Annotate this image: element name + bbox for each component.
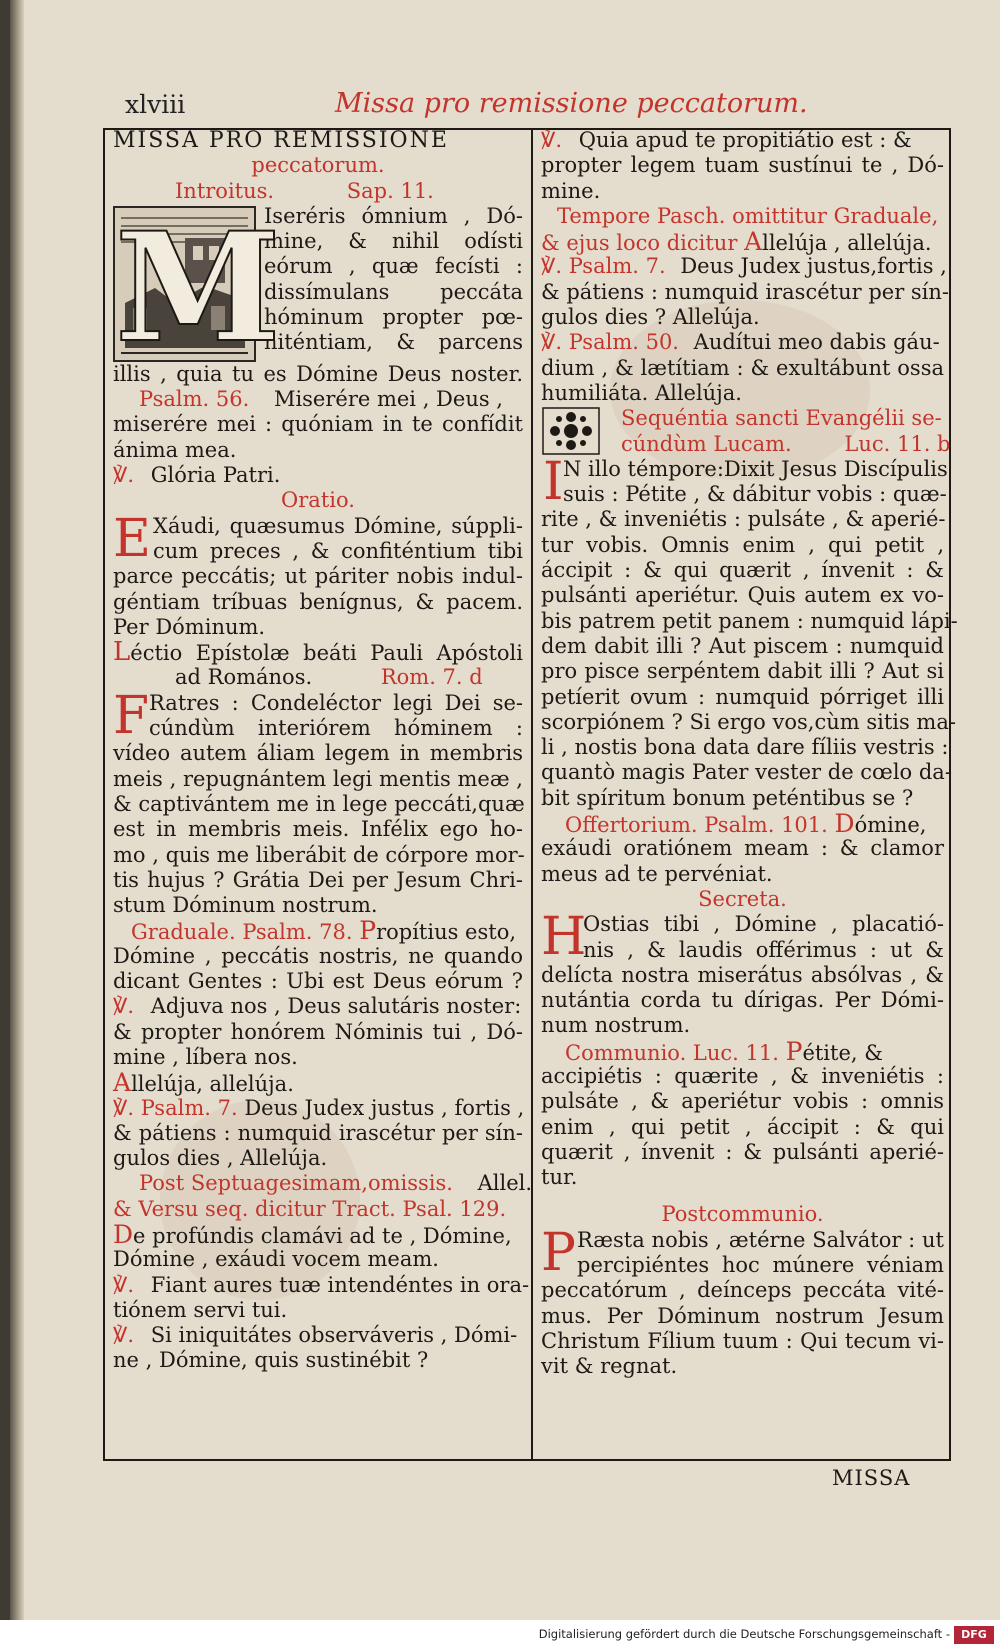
communion-text: tur. xyxy=(541,1165,578,1190)
tract-verse-text: tiónem servi tui. xyxy=(113,1297,288,1322)
tract-verse-text: Quia apud te propitiátio est : & xyxy=(578,128,912,152)
gospel-text: li , nostis bona data dare fíliis vestris : xyxy=(541,735,949,760)
postcommunion-text: percipiéntes hoc múnere véniam xyxy=(577,1253,944,1278)
alleluia-verse-label: Psalm. 7. xyxy=(140,1095,238,1120)
secreta-initial: H xyxy=(541,907,587,968)
versicle-icon: ℣. xyxy=(541,330,563,355)
tract-verse-text: Si iniquitátes observáveris , Dómi- xyxy=(150,1323,518,1348)
gospel-initial: I xyxy=(543,451,564,512)
catchword: MISSA xyxy=(832,1466,911,1490)
communion-text: quærit , ínvenit : & pulsánti aperié- xyxy=(541,1139,944,1164)
gospel-title-line xyxy=(621,431,951,457)
alleluia-verse xyxy=(113,1096,523,1121)
psalm-verse xyxy=(541,330,944,355)
communion-text: enim , qui petit , áccipit : & qui xyxy=(541,1114,944,1139)
gloria-line xyxy=(113,463,523,488)
psalm-verse-text: dium , & lætítiam : & exultábunt ossa xyxy=(541,355,944,380)
postcommunion-initial: P xyxy=(541,1222,576,1283)
introit-text: eórum , quæ fecísti : xyxy=(264,254,523,279)
introit-text: illis , quia tu es Dómine Deus noster. xyxy=(113,361,523,386)
alleluia-verse-text: gulos dies , Allelúja. xyxy=(113,1146,328,1171)
tract-text: e profúndis clamávi ad te , Dómine, xyxy=(133,1223,512,1248)
communion-text: pulsáte , & aperiétur vobis : omnis xyxy=(541,1089,944,1114)
introit-text: mine, & nihil odísti xyxy=(264,229,523,254)
psalm-verse xyxy=(541,254,947,279)
paschal-initial: A xyxy=(744,227,763,257)
psalm-text: miserére mei : quóniam in te confídit xyxy=(113,412,523,437)
postcommunion-text: peccatórum , deínceps peccáta vité- xyxy=(541,1278,944,1303)
tract-verse-text: Fiant aures tuæ intendéntes in ora- xyxy=(150,1272,530,1297)
rubric-text: Allel. xyxy=(477,1171,533,1196)
gospel-text: scorpiónem ? Si ergo vos,cùm sitis ma- xyxy=(541,709,956,734)
gospel-text: suis : Pétite , & dábitur vobis : quæ- xyxy=(563,482,947,507)
epistle-text: meis , repugnántem legi mentis meæ , xyxy=(113,766,523,791)
gospel-text: N illo témpore:Dixit Jesus Discípulis xyxy=(563,456,948,481)
oratio-text: géntiam tríbuas benígnus, & pacem. xyxy=(113,589,523,614)
offertory-label: Offertorium. Psalm. 101. xyxy=(565,813,828,838)
communion-label: Communio. Luc. 11. xyxy=(565,1040,779,1065)
introit-text: hóminum propter pœ- xyxy=(264,305,523,330)
lectio-line xyxy=(113,665,523,690)
graduale-verse-text: & propter honórem Nóminis tui , Dó- xyxy=(113,1019,523,1044)
psalm-verse-text: humiliáta. Allelúja. xyxy=(541,380,742,405)
column-rule xyxy=(531,128,533,1461)
psalm-line xyxy=(113,387,523,412)
versicle-icon: ℣. xyxy=(541,128,563,152)
graduale-text: ropítius esto, xyxy=(376,920,517,945)
communion-text: accipiétis : quærite , & inveniétis : xyxy=(541,1063,944,1088)
postcommunion-text: mus. Per Dóminum nostrum Jesum xyxy=(541,1303,944,1328)
paschal-rubric xyxy=(541,227,944,257)
dfg-logo: DFG xyxy=(954,1626,994,1644)
versicle-icon: ℣. xyxy=(541,254,563,279)
postcommunion-text: Ræsta nobis , ætérne Salvátor : ut xyxy=(577,1227,944,1252)
rubric-line xyxy=(113,1171,533,1196)
gospel-text: bit spíritum bonum peténtibus se ? xyxy=(541,785,914,810)
introit-text: niténtiam, & parcens xyxy=(264,330,523,355)
secreta-text: Ostias tibi , Dómine , placatió- xyxy=(583,912,944,937)
footer-credit: Digitalisierung gefördert durch die Deutsche Forschungsgemeinschaft - xyxy=(538,1627,950,1641)
offertory-initial: D xyxy=(834,809,855,839)
tract-verse-text: propter legem tuam sustínui te , Dó- xyxy=(541,153,944,178)
epistle-initial: F xyxy=(113,685,150,746)
oratio-text: cum preces , & confiténtium tibi xyxy=(153,538,523,563)
psalm-verse-label: Psalm. 7. xyxy=(568,254,666,279)
tract-initial: D xyxy=(113,1219,134,1249)
tract-verse-text: ne , Dómine, quis sustinébit ? xyxy=(113,1348,429,1373)
offertory-text: exáudi oratiónem meam : & clamor xyxy=(541,836,944,861)
postcommunion-text: vit & regnat. xyxy=(541,1354,678,1379)
oratio-text: Per Dóminum. xyxy=(113,614,266,639)
versicle-icon: ℣. xyxy=(113,1095,135,1120)
gospel-text: tur vobis. Omnis enim , qui petit , xyxy=(541,532,944,557)
secreta-text: nutántia corda tu dírigas. Per Dómi- xyxy=(541,988,944,1013)
epistle-text: Ratres : Condeléctor legi Dei se- xyxy=(149,690,523,715)
psalm-text: Miserére mei , Deus , xyxy=(273,387,503,412)
gospel-text: pulsánti aperiétur. Quis autem ex vo- xyxy=(541,583,944,608)
tract-verse-text: mine. xyxy=(541,178,601,203)
postcommunion-text: Christum Fílium tuum : Qui tecum vi- xyxy=(541,1328,944,1353)
running-title: Missa pro remissione peccatorum. xyxy=(335,88,808,119)
initial-letter: M xyxy=(115,199,282,376)
psalm-text: ánima mea. xyxy=(113,437,237,462)
lectio-line xyxy=(113,637,523,668)
epistle-text: tis hujus ? Grátia Dei per Jesum Chri- xyxy=(113,867,523,892)
tract-line xyxy=(113,1219,523,1249)
tract-verse xyxy=(541,128,944,153)
book-binding-edge xyxy=(10,0,24,1620)
lectio-text: éctio Epístolæ beáti Pauli Apóstoli xyxy=(130,641,523,666)
graduale-initial: P xyxy=(359,916,377,946)
gospel-text: petíerit ovum : numquid pórriget illi xyxy=(541,684,944,709)
introit-text: dissímulans peccáta xyxy=(264,279,523,304)
postcommunion-label: Postcommunio. xyxy=(661,1202,824,1227)
versicle-icon: ℣. xyxy=(113,994,135,1019)
gospel-text: pro pisce serpéntem dabit illi ? Aut si xyxy=(541,659,944,684)
communion-initial: P xyxy=(785,1036,803,1066)
lectio-ref: Rom. 7. d xyxy=(380,665,483,690)
introitus-label: Introitus. xyxy=(175,178,275,203)
page-number: xlviii xyxy=(125,90,186,119)
versicle-icon: ℣. xyxy=(113,1323,135,1348)
communion-line xyxy=(541,1036,944,1066)
graduale-label: Graduale. Psalm. 78. xyxy=(131,920,353,945)
epistle-text: mo , quis me liberábit de córpore mor- xyxy=(113,842,525,867)
graduale-verse-text: Adjuva nos , Deus salutáris noster: xyxy=(150,994,522,1019)
psalm-label: Psalm. 56. xyxy=(139,387,250,412)
secreta-label: Secreta. xyxy=(698,886,787,911)
mass-heading-sub: peccatorum. xyxy=(251,153,385,178)
epistle-text: vídeo autem áliam legem in membris xyxy=(113,741,523,766)
gospel-text: dem dabit illi ? Aut piscem : numquid xyxy=(541,633,944,658)
left-column xyxy=(113,128,533,1374)
offertory-line xyxy=(541,809,944,839)
gospel-ref: Luc. 11. b xyxy=(844,431,951,456)
decorated-initial xyxy=(113,199,282,376)
secreta-text: nis , & laudis offérimus : ut & xyxy=(583,937,944,962)
graduale-text: dicant Gentes : Ubi est Deus eórum ? xyxy=(113,969,523,994)
lectio-initial: L xyxy=(113,637,131,668)
graduale-verse xyxy=(113,994,523,1019)
secreta-text: delícta nostra miserátus absólvas , & xyxy=(541,962,944,987)
versicle-icon: ℣. xyxy=(113,1272,135,1297)
tract-verse xyxy=(113,1272,530,1298)
gloria-text: Glória Patri. xyxy=(150,463,281,488)
epistle-text: & captivántem me in lege peccáti,quæ xyxy=(113,791,525,816)
fleuron-ornament-icon xyxy=(541,406,601,456)
epistle-text: cúndùm interiórem hóminem : xyxy=(149,716,523,741)
versicle-icon: ℣. xyxy=(113,463,135,488)
paschal-text: llelúja , allelúja. xyxy=(762,231,932,256)
tract-text: Dómine , exáudi vocem meam. xyxy=(113,1247,439,1272)
right-column xyxy=(541,128,958,1380)
psalm-verse-text: Deus Judex justus,fortis , xyxy=(680,254,947,279)
graduale-text: Dómine , peccátis nostris, ne quando xyxy=(113,943,523,968)
graduale-line xyxy=(113,916,523,946)
gospel-title: cúndùm Lucam. xyxy=(621,431,792,456)
communion-text: étite, & xyxy=(802,1040,883,1065)
gospel-text: quantò magis Pater vester de cœlo da- xyxy=(541,760,952,785)
mass-heading: MISSA PRO REMISSIONE xyxy=(113,128,449,153)
psalm-verse-label: Psalm. 50. xyxy=(568,330,679,355)
psalm-verse-text: & pátiens : numquid irascétur per sín- xyxy=(541,279,950,304)
alleluia-verse-text: & pátiens : numquid irascétur per sín- xyxy=(113,1120,523,1145)
offertory-text: meus ad te pervéniat. xyxy=(541,861,773,886)
introit-text: Iseréris ómnium , Dó- xyxy=(264,203,523,228)
gospel-text: áccipit : & qui quærit , ínvenit : & xyxy=(541,558,944,583)
alleluia-verse-text: Deus Judex justus , fortis , xyxy=(244,1095,525,1120)
paschal-rubric: Tempore Pasch. omittitur Graduale, xyxy=(557,203,939,228)
rubric-text: & Versu seq. dicitur Tract. Psal. 129. xyxy=(113,1196,507,1221)
offertory-text: ómine, xyxy=(854,813,927,838)
epistle-text: stum Dóminum nostrum. xyxy=(113,893,378,918)
rubric-text: Post Septuagesimam,omissis. xyxy=(139,1171,453,1196)
oratio-text: Xáudi, quæsumus Dómine, súppli- xyxy=(153,513,523,538)
running-header xyxy=(0,90,990,130)
oratio-initial: E xyxy=(113,508,151,569)
psalm-verse-text: Audítui meo dabis gáu- xyxy=(693,330,940,355)
introitus-ref: Sap. 11. xyxy=(346,178,434,203)
lectio-text: ad Romános. xyxy=(175,665,313,690)
alleluia-text: llelúja, allelúja. xyxy=(131,1072,294,1097)
tract-verse xyxy=(113,1323,523,1348)
digitization-footer xyxy=(0,1620,1000,1649)
psalm-verse-text: gulos dies ? Allelúja. xyxy=(541,305,760,330)
secreta-text: num nostrum. xyxy=(541,1013,691,1038)
oratio-text: parce peccátis; ut páriter nobis indul- xyxy=(113,564,523,589)
sequence-block xyxy=(541,406,951,457)
gospel-text: rite , & inveniétis : pulsáte , & aperié- xyxy=(541,507,946,532)
graduale-verse-text: mine , líbera nos. xyxy=(113,1044,298,1069)
paschal-rubric-text: & ejus loco dicitur xyxy=(541,231,738,256)
alleluia-line xyxy=(113,1068,523,1098)
alleluia-initial: A xyxy=(113,1068,132,1098)
oratio-label: Oratio. xyxy=(281,488,355,513)
gospel-text: bis patrem petit panem : numquid lápi- xyxy=(541,608,958,633)
gospel-title: Sequéntia sancti Evangélii se- xyxy=(621,406,942,431)
epistle-text: est in membris meis. Infélix ego ho- xyxy=(113,817,523,842)
